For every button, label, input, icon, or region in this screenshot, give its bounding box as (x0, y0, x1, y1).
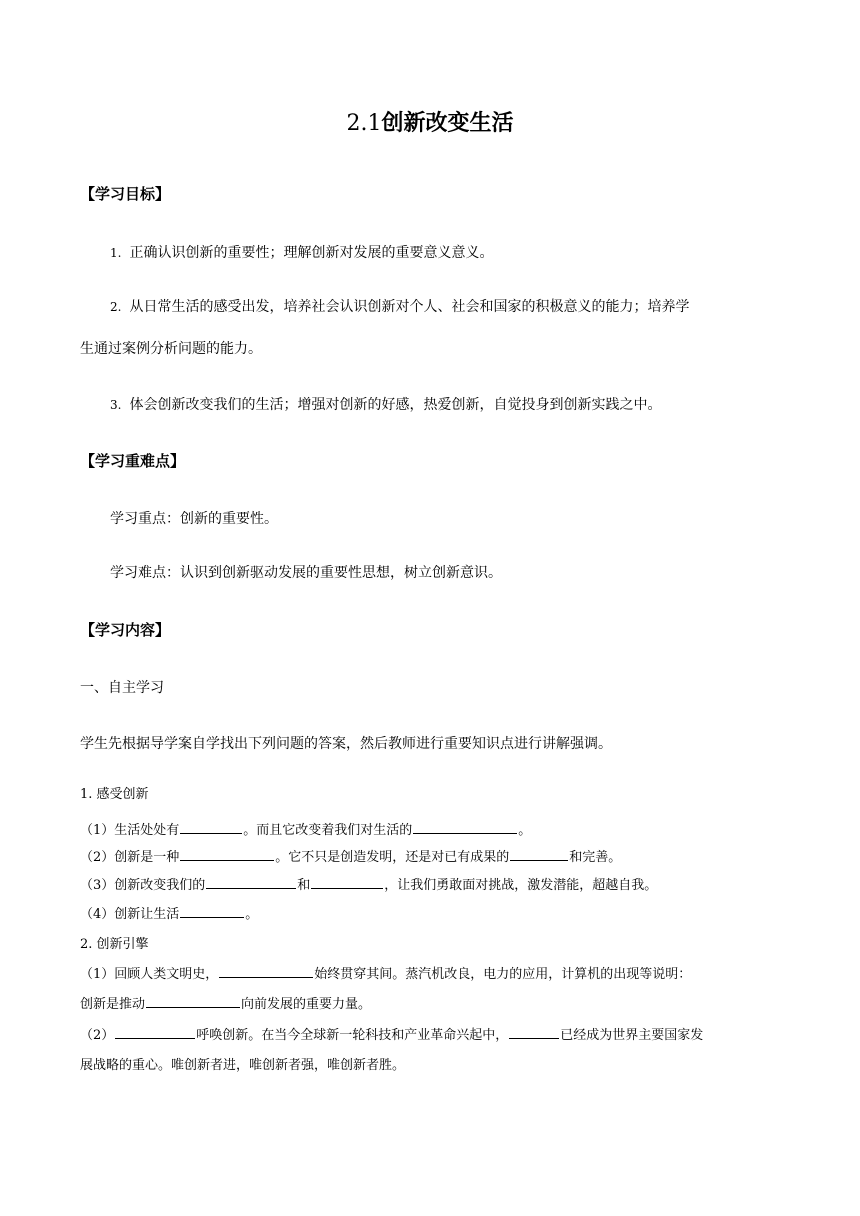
goal-number: 1. (110, 246, 122, 260)
blank-line (311, 874, 383, 889)
blank-line (146, 993, 240, 1008)
section-key-heading: 【学习重难点】 (80, 452, 186, 470)
question-line (80, 993, 371, 1012)
title-number: 2.1 (346, 111, 382, 136)
blank-line (180, 903, 244, 918)
section-content-heading: 【学习内容】 (80, 621, 171, 639)
goal-item (110, 296, 689, 316)
question-line (80, 874, 657, 893)
line-text: 创新是推动 (80, 997, 146, 1012)
question-title: 1. 感受创新 (80, 787, 149, 802)
line-text: 。 (245, 907, 259, 922)
goal-number: 2. (110, 300, 122, 314)
line-text: 和 (297, 878, 311, 893)
line-text: 呼唤创新。在当今全球新一轮科技和产业革命兴起中， (196, 1028, 509, 1043)
question-line (80, 846, 621, 865)
key-point: 学习重点：创新的重要性。 (110, 511, 278, 527)
line-text: （2）创新是一种 (80, 850, 180, 865)
line-text: （4）创新让生活 (80, 907, 180, 922)
line-text: 始终贯穿其间。蒸汽机改良，电力的应用，计算机的出现等说明： (314, 967, 692, 982)
goal-item (110, 394, 661, 414)
blank-line (509, 1024, 559, 1039)
goal-continuation: 生通过案例分析问题的能力。 (80, 341, 262, 357)
line-text: （1）生活处处有 (80, 823, 180, 838)
blank-line (115, 1024, 195, 1039)
line-text: 向前发展的重要力量。 (241, 997, 372, 1012)
question-line (80, 819, 531, 838)
blank-line (413, 819, 517, 834)
question-title: 2. 创新引擎 (80, 937, 149, 952)
goal-text: 从日常生活的感受出发，培养社会认识创新对个人、社会和国家的积极意义的能力；培养学 (129, 299, 690, 315)
goal-text: 体会创新改变我们的生活；增强对创新的好感，热爱创新，自觉投身到创新实践之中。 (129, 397, 662, 413)
title-text: 创新改变生活 (381, 111, 514, 136)
goal-text: 正确认识创新的重要性；理解创新对发展的重要意义意义。 (129, 245, 494, 261)
key-difficulty: 学习难点：认识到创新驱动发展的重要性思想，树立创新意识。 (110, 565, 502, 581)
part-heading: 一、自主学习 (80, 680, 164, 696)
blank-line (180, 846, 274, 861)
line-text: （2） (80, 1028, 115, 1043)
blank-line (219, 963, 313, 978)
line-text: 。而且它改变着我们对生活的 (243, 823, 413, 838)
page-title (0, 106, 860, 137)
goal-item (110, 242, 493, 262)
line-text: （3）创新改变我们的 (80, 878, 206, 893)
line-text: 。它不只是创造发明，还是对已有成果的 (275, 850, 510, 865)
blank-line (180, 819, 242, 834)
section-goals-heading: 【学习目标】 (80, 185, 171, 203)
blank-line (510, 846, 568, 861)
blank-line (206, 874, 296, 889)
line-text: 和完善。 (569, 850, 622, 865)
line-text: 已经成为世界主要国家发 (560, 1028, 704, 1043)
question-line (80, 1024, 703, 1043)
part-intro: 学生先根据导学案自学找出下列问题的答案，然后教师进行重要知识点进行讲解强调。 (80, 736, 612, 752)
question-line (80, 903, 258, 922)
line-text: （1）回顾人类文明史， (80, 967, 219, 982)
question-line (80, 963, 691, 982)
line-text: ，让我们勇敢面对挑战，激发潜能，超越自我。 (384, 878, 658, 893)
goal-number: 3. (110, 398, 122, 412)
question-line: 展战略的重心。唯创新者进，唯创新者强，唯创新者胜。 (80, 1058, 406, 1073)
line-text: 。 (518, 823, 532, 838)
